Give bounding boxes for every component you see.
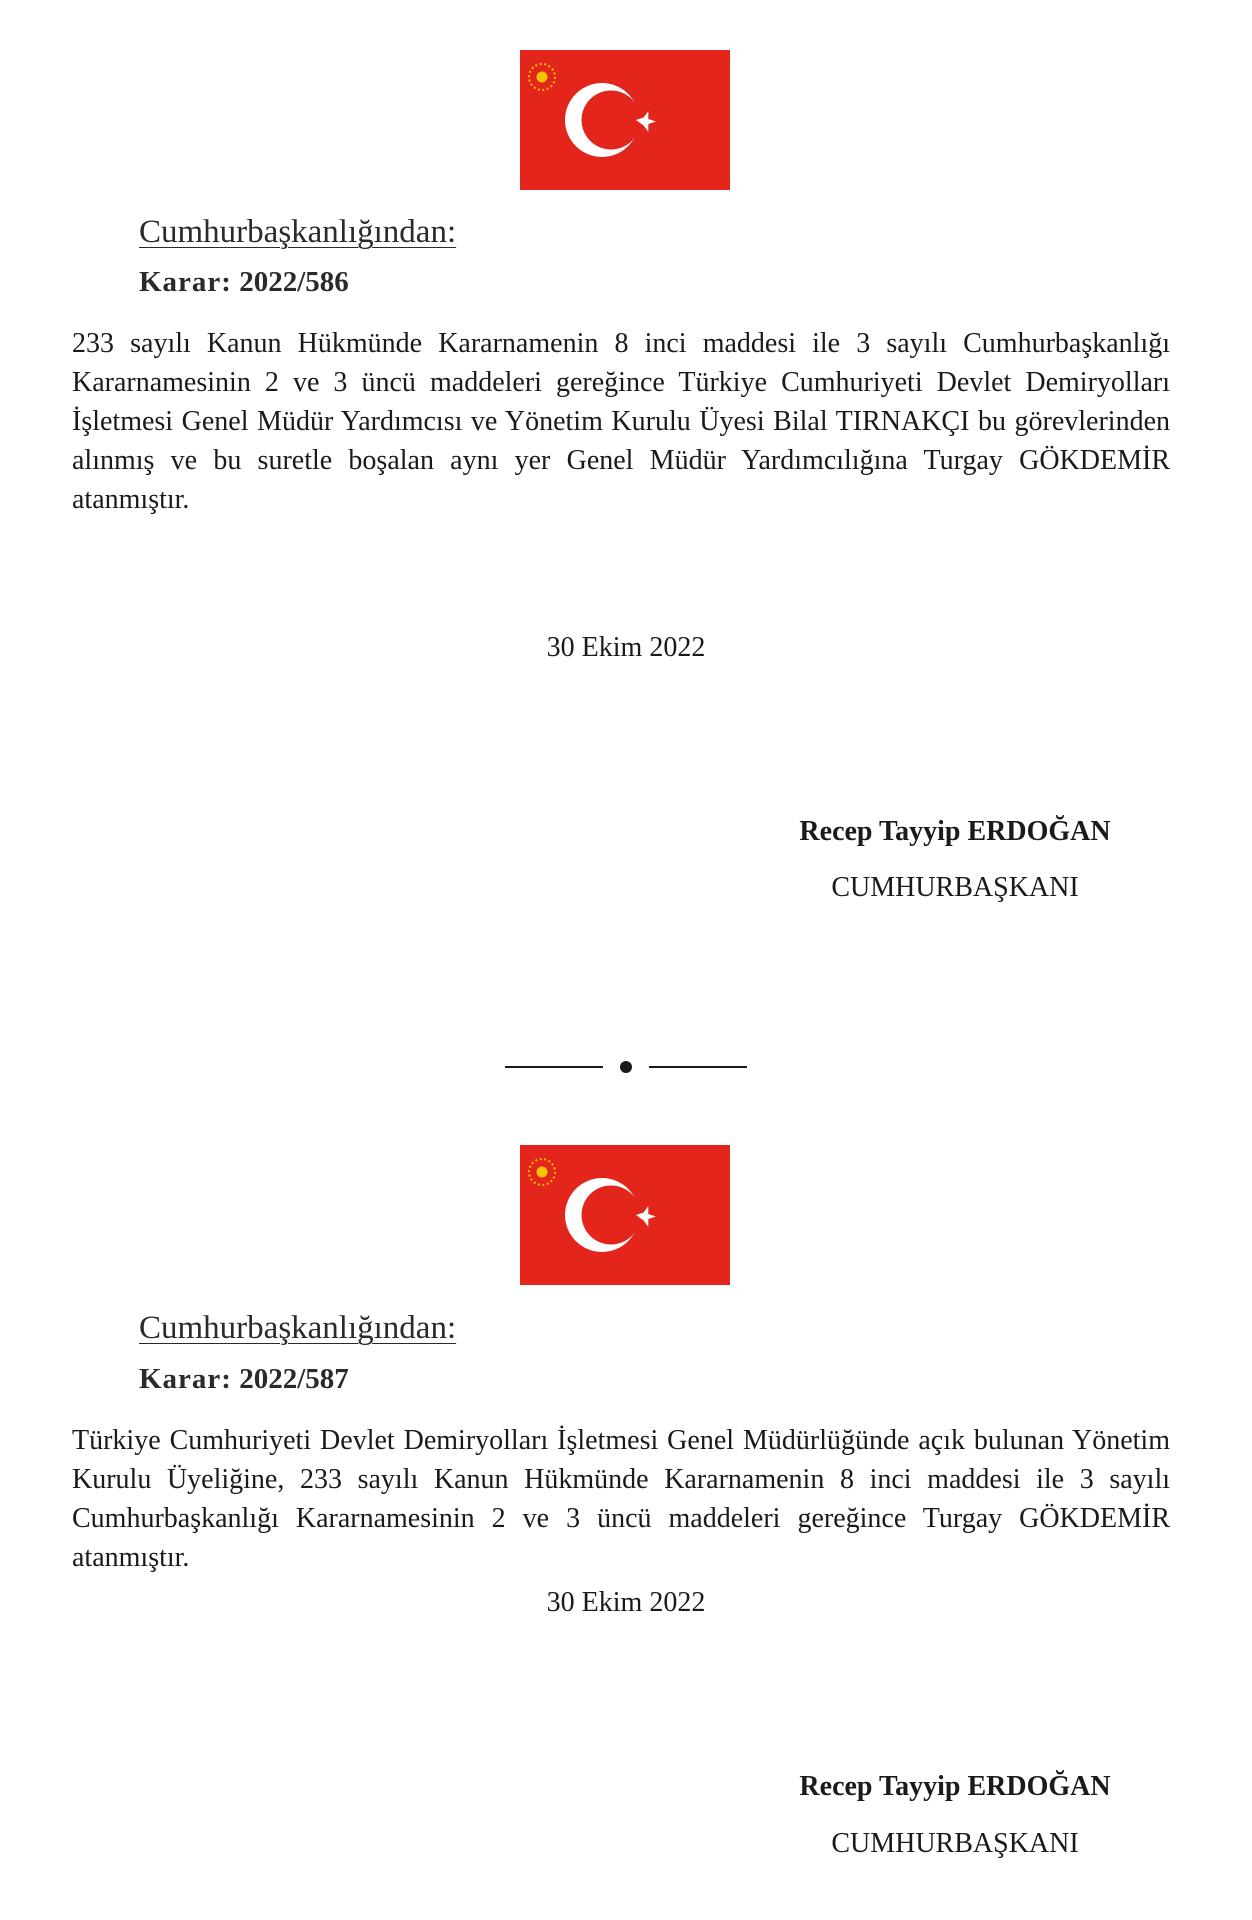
decision-number: 2022/587 [239,1363,349,1395]
decision-date: 30 Ekim 2022 [546,632,706,663]
issuer-heading: Cumhurbaşkanlığından: [139,214,457,250]
signer-name: Recep Tayyip ERDOĞAN [799,1771,1111,1802]
decision-date: 30 Ekim 2022 [546,1587,706,1618]
separator-line-left [505,1066,603,1068]
signer-name: Recep Tayyip ERDOĞAN [799,816,1111,847]
section-separator [505,1060,747,1074]
decision-number-line [139,266,349,299]
decision-label: Karar: [139,266,232,298]
signer-title: CUMHURBAŞKANI [831,872,1079,903]
decision-number-line [139,1363,349,1396]
signer-title: CUMHURBAŞKANI [831,1828,1079,1859]
decision-section-2 [0,1095,1252,1920]
decision-body-text: 233 sayılı Kanun Hükmünde Kararnamenin 8 inci maddesi ile 3 sayılı Cumhurbaşkanlığı Kararnamesinin 2 ve 3 üncü maddeleri gereğince Türkiye Cumhuriyeti Devlet Demiryolları İşletmesi Genel Müdür Yardımcısı ve Yönetim Kurulu Üyesi Bilal TIRNAKÇI bu görevlerinden alınmış ve bu suretle boşalan aynı yer Genel Müdür Yardımcılığına Turgay GÖKDEMİR atanmıştır. [72,328,1170,515]
issuer-heading: Cumhurbaşkanlığından: [139,1310,457,1346]
decision-label: Karar: [139,1363,232,1395]
separator-line-right [649,1066,747,1068]
separator-bullet-icon [620,1061,632,1073]
decision-number: 2022/586 [239,266,349,298]
presidential-flag-icon [520,1145,730,1285]
decision-body-text: Türkiye Cumhuriyeti Devlet Demiryolları İşletmesi Genel Müdürlüğünde açık bulunan Yönetim Kurulu Üyeliğine, 233 sayılı Kanun Hükmünde Kararnamenin 8 inci maddesi ile 3 sayılı Cumhurbaşkanlığı Kararnamesinin 2 ve 3 üncü maddeleri gereğince Turgay GÖKDEMİR atanmıştır. [72,1425,1170,1573]
presidential-flag-icon [520,50,730,190]
